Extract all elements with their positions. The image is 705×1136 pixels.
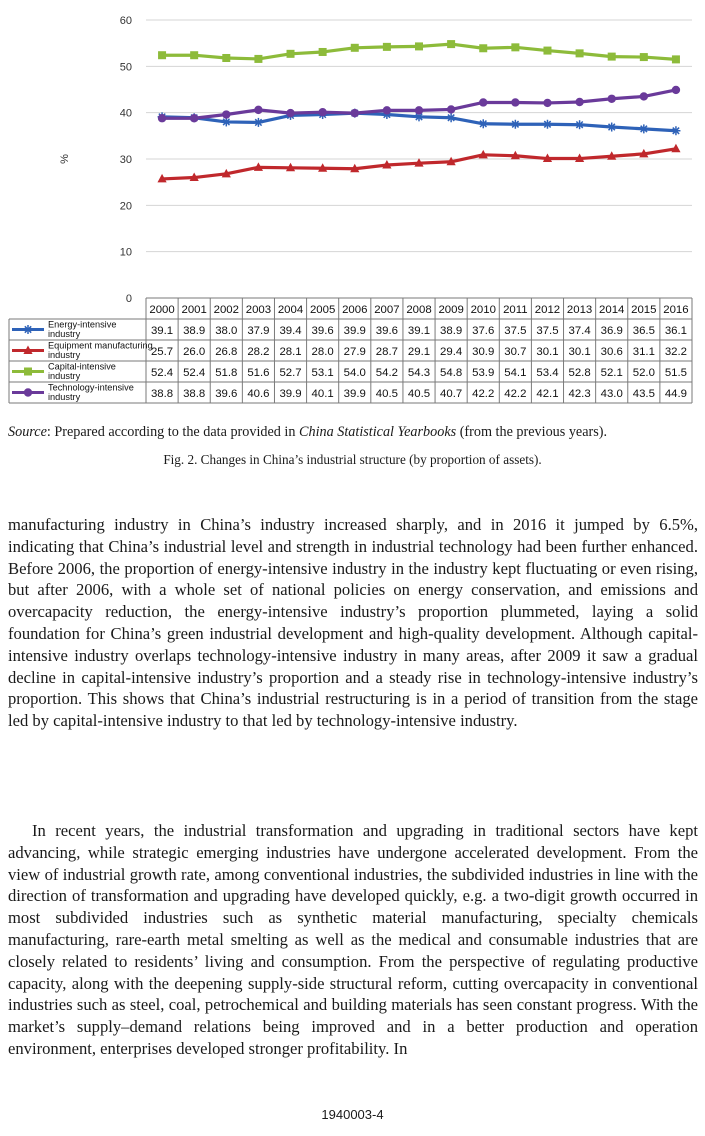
data-label: 39.9 — [343, 325, 366, 337]
data-label: 37.5 — [536, 325, 559, 337]
data-label: 30.7 — [504, 346, 527, 358]
data-label: 38.0 — [215, 325, 238, 337]
data-label: 36.5 — [632, 325, 655, 337]
source-label: Source — [8, 424, 47, 440]
y-tick-label: 50 — [119, 61, 132, 74]
data-label: 54.2 — [375, 367, 398, 379]
data-point — [640, 92, 648, 100]
data-point — [576, 49, 584, 57]
data-label: 53.9 — [472, 367, 495, 379]
source-book: China Statistical Yearbooks — [299, 424, 457, 440]
figure-source — [8, 423, 698, 441]
x-tick-label: 2004 — [277, 304, 304, 316]
legend-entry: Technology-intensive industry — [48, 382, 134, 402]
x-tick-label: 2010 — [470, 304, 496, 316]
data-point — [254, 118, 263, 127]
industrial-structure-chart — [0, 0, 705, 410]
data-point — [671, 126, 680, 135]
y-tick-label: 40 — [119, 107, 132, 120]
data-point — [447, 113, 456, 122]
data-label: 53.4 — [536, 367, 559, 379]
data-label: 52.0 — [632, 367, 655, 379]
data-label: 40.6 — [247, 388, 270, 400]
x-tick-label: 2008 — [406, 304, 432, 316]
data-label: 25.7 — [150, 346, 174, 358]
data-label: 54.8 — [440, 367, 463, 379]
y-tick-label: 10 — [119, 246, 132, 259]
data-label: 44.9 — [664, 388, 688, 400]
data-label: 43.5 — [632, 388, 655, 400]
data-label: 29.1 — [407, 346, 431, 358]
data-point — [608, 53, 616, 61]
data-label: 43.0 — [600, 388, 623, 400]
data-label: 54.3 — [407, 367, 431, 379]
figure-caption: Fig. 2. Changes in China’s industrial structure (by proportion of assets). — [163, 452, 542, 467]
figure-2 — [0, 0, 705, 410]
data-label: 54.1 — [504, 367, 527, 379]
data-point — [383, 106, 391, 114]
data-point — [222, 117, 231, 126]
data-point — [351, 44, 359, 52]
data-label: 26.0 — [183, 346, 206, 358]
data-point — [479, 119, 488, 128]
data-point — [672, 86, 680, 94]
x-tick-label: 2013 — [566, 304, 593, 316]
data-label: 52.7 — [279, 367, 302, 379]
data-point — [479, 44, 487, 52]
data-label: 38.8 — [183, 388, 206, 400]
data-label: 42.2 — [472, 388, 495, 400]
data-label: 54.0 — [343, 367, 366, 379]
data-label: 36.1 — [664, 325, 688, 337]
y-tick-label: 20 — [119, 200, 132, 213]
data-label: 52.1 — [600, 367, 623, 379]
data-point — [319, 48, 327, 56]
data-label: 39.6 — [311, 325, 334, 337]
data-label: 51.8 — [215, 367, 238, 379]
data-point — [351, 109, 359, 117]
data-point — [254, 106, 262, 114]
data-point — [479, 98, 487, 106]
data-point — [640, 53, 648, 61]
source-text-before: : Prepared according to the data provided in — [46, 424, 300, 440]
data-label: 31.1 — [632, 346, 655, 358]
data-point — [287, 50, 295, 58]
data-point — [318, 108, 326, 116]
data-label: 42.1 — [536, 388, 559, 400]
legend-entry: Capital-intensive industry — [48, 361, 116, 381]
data-label: 53.1 — [311, 367, 334, 379]
data-label: 39.6 — [215, 388, 238, 400]
legend-marker — [24, 368, 32, 376]
data-label: 37.9 — [247, 325, 270, 337]
body-paragraph-2: In recent years, the industrial transformation and upgrading in traditional sectors have kept advancing, while strategic emerging industries have undergone accelerated development. From the view of industrial growth rate, among conventional industries, the subdivided industries in line with the direction of transformation and upgrading have developed quickly, e.g. a two-digit growth occurred in most subdivided industries such as synthetic material manufacturing, specialty chemicals manufacturing, rare-earth metal smelting as well as the medical and consumable industries that are closely related to residents’ living and consumption. From the perspective of regulating productive capacity, along with the deepening supply-side structural reform, cutting overcapacity in conventional industries such as steel, coal, petrochemical and building materials has seen constant progress. With the market’s supply–demand relations being improved and in a better production and operation environment, enterprises developed stronger profitability. In — [8, 821, 698, 1058]
x-tick-label: 2015 — [631, 304, 657, 316]
data-label: 39.1 — [150, 325, 174, 337]
source-text-after: (from the previous years). — [456, 424, 608, 440]
data-label: 28.2 — [247, 346, 270, 358]
x-tick-label: 2003 — [245, 304, 272, 316]
data-point — [415, 106, 423, 114]
data-label: 30.6 — [600, 346, 623, 358]
data-label: 37.4 — [568, 325, 591, 337]
legend-entry: Energy-intensive industry — [48, 319, 117, 339]
data-label: 30.1 — [536, 346, 559, 358]
data-point — [511, 98, 519, 106]
y-tick-label: 60 — [119, 15, 132, 27]
data-point — [639, 124, 648, 133]
data-label: 39.4 — [279, 325, 302, 337]
data-label: 28.1 — [279, 346, 302, 358]
x-tick-label: 2012 — [534, 304, 561, 316]
x-tick-label: 2011 — [503, 304, 528, 316]
y-axis-label: % — [59, 154, 71, 164]
data-label: 52.4 — [150, 367, 174, 379]
data-point — [543, 120, 552, 129]
data-label: 42.3 — [568, 388, 591, 400]
data-label: 40.1 — [311, 388, 334, 400]
data-point — [383, 43, 391, 51]
data-label: 40.5 — [407, 388, 431, 400]
data-label: 51.5 — [664, 367, 688, 379]
data-label: 37.6 — [472, 325, 495, 337]
data-label: 30.9 — [472, 346, 495, 358]
data-label: 38.9 — [183, 325, 206, 337]
data-label: 36.9 — [600, 325, 623, 337]
x-tick-label: 2016 — [663, 304, 689, 316]
data-point — [511, 43, 519, 51]
data-label: 42.2 — [504, 388, 527, 400]
data-label: 51.6 — [247, 367, 270, 379]
data-point — [158, 114, 166, 122]
data-point — [543, 99, 551, 107]
data-label: 37.5 — [504, 325, 527, 337]
legend-marker — [24, 388, 32, 396]
data-label: 39.9 — [279, 388, 302, 400]
data-point — [190, 51, 198, 59]
x-tick-label: 2006 — [342, 304, 368, 316]
data-point — [511, 120, 520, 129]
data-point — [254, 55, 262, 63]
data-point — [222, 54, 230, 62]
data-point — [447, 105, 455, 113]
data-label: 28.7 — [375, 346, 398, 358]
data-point — [543, 47, 551, 55]
data-label: 52.8 — [568, 367, 591, 379]
data-point — [158, 51, 166, 59]
data-point — [672, 55, 680, 63]
legend-entry: Equipment manufacturing industry — [48, 340, 153, 360]
data-label: 52.4 — [183, 367, 206, 379]
y-tick-label: 0 — [125, 293, 132, 305]
data-label: 39.1 — [407, 325, 431, 337]
page-number: 1940003-4 — [321, 1107, 384, 1122]
data-label: 28.0 — [311, 346, 334, 358]
data-point — [415, 42, 423, 50]
data-label: 40.5 — [375, 388, 398, 400]
data-point — [447, 40, 455, 48]
data-label: 29.4 — [440, 346, 463, 358]
x-tick-label: 2000 — [149, 304, 175, 316]
data-point — [222, 110, 230, 118]
x-tick-label: 2014 — [599, 304, 625, 316]
data-label: 39.6 — [375, 325, 398, 337]
x-tick-label: 2005 — [309, 304, 336, 316]
y-tick-label: 30 — [119, 154, 132, 166]
data-point — [607, 123, 616, 132]
x-tick-label: 2009 — [438, 304, 464, 316]
data-label: 32.2 — [664, 346, 688, 358]
data-label: 26.8 — [215, 346, 238, 358]
data-point — [608, 95, 616, 103]
data-label: 39.9 — [343, 388, 366, 400]
x-tick-label: 2001 — [181, 304, 207, 316]
data-label: 38.8 — [150, 388, 174, 400]
data-label: 27.9 — [343, 346, 366, 358]
data-label: 38.9 — [440, 325, 463, 337]
x-tick-label: 2002 — [213, 304, 239, 316]
data-point — [286, 109, 294, 117]
data-point — [575, 98, 583, 106]
x-tick-label: 2007 — [374, 304, 400, 316]
data-point — [575, 120, 584, 129]
legend-marker — [24, 325, 33, 334]
data-label: 30.1 — [568, 346, 591, 358]
data-point — [190, 114, 198, 122]
data-label: 40.7 — [440, 388, 463, 400]
body-paragraph-1: manufacturing industry in China’s industry increased sharply, and in 2016 it jumped by 6.5%, indicating that China’s industrial level and strength in industrial technology had been further enhanced. Before 2006, the proportion of energy-intensive industry in the industry kept fluctuating or even rising, but after 2006, with a whole set of national policies on energy conservation, and emissions and overcapacity reduction, the energy-intensive industry’s proportion plummeted, laying a solid foundation for China’s green industrial development and high-quality development. Although capital-intensive industry overlaps technology-intensive industry in many areas, after 2009 it saw a gradual decline in capital-intensive industry’s proportion and a steady rise in technology-intensive industry’s proportion. This shows that China’s industrial restructuring is in a period of transition from the stage led by capital-intensive industry to that led by technology-intensive industry. — [8, 515, 698, 731]
